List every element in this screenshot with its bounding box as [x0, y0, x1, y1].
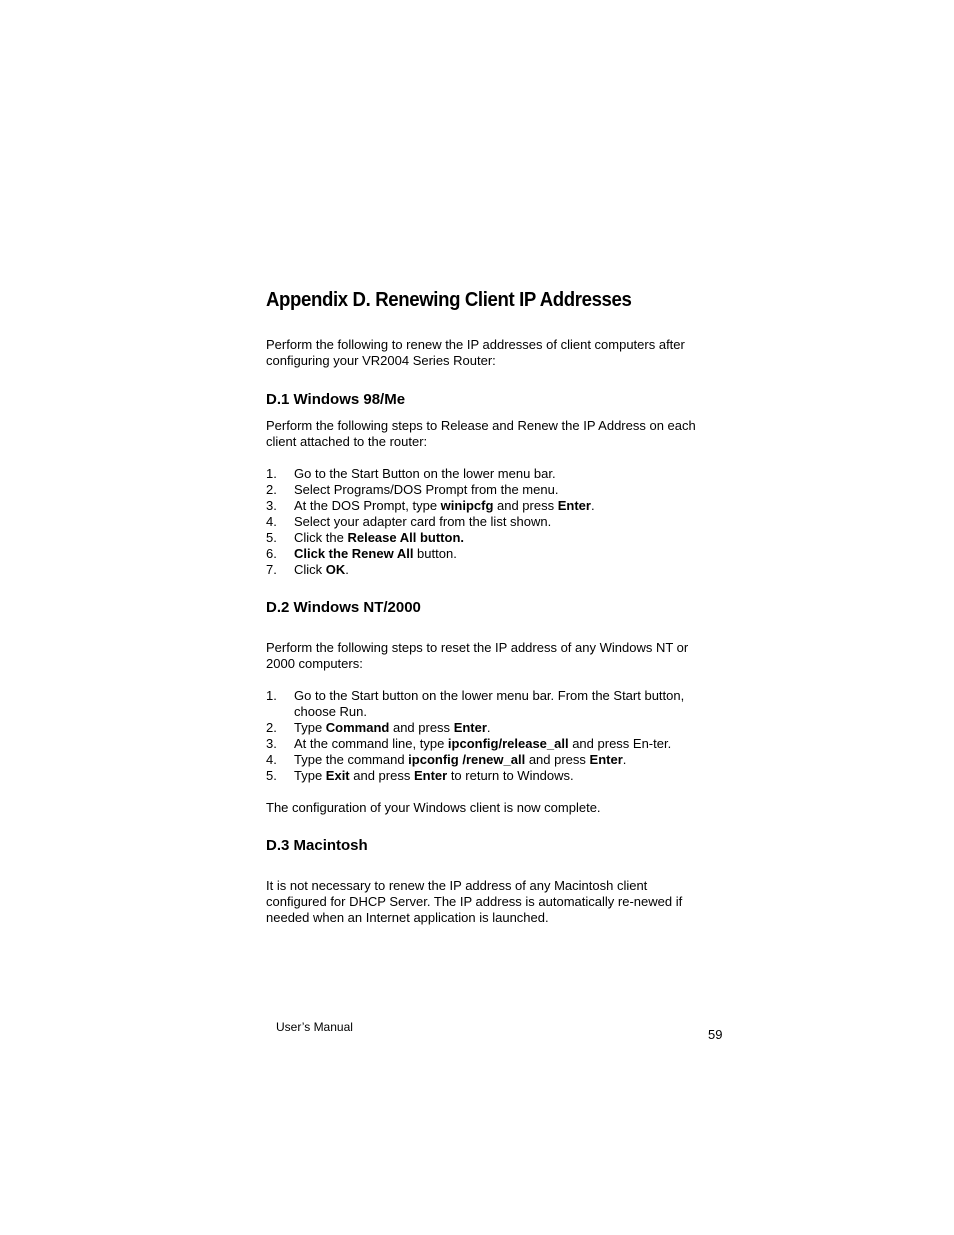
steps-list-windows-98-me [266, 466, 696, 578]
list-item: 1. Go to the Start Button on the lower menu bar. [266, 466, 556, 481]
section-outro-windows-nt-2000: The configuration of your Windows client is now complete. [266, 800, 601, 815]
page-content [266, 289, 696, 926]
list-item: 2. Type Command and press Enter. [266, 720, 491, 735]
section-heading-windows-98-me: D.1 Windows 98/Me [266, 391, 406, 408]
appendix-intro: Perform the following to renew the IP addresses of client computers after configuring your VR2004 Series Router: [266, 337, 685, 368]
list-item: 5. Type Exit and press Enter to return to Windows. [266, 768, 574, 783]
list-item: 7. Click OK. [266, 562, 349, 577]
footer-manual-label: User’s Manual [276, 1020, 353, 1034]
list-item: 1. Go to the Start button on the lower menu bar. From the Start button, choose Run. [266, 688, 685, 719]
list-item: 3. At the command line, type ipconfig/release_all and press En-ter. [266, 736, 672, 751]
list-item: 4. Select your adapter card from the list shown. [266, 514, 552, 529]
list-item: 2. Select Programs/DOS Prompt from the menu. [266, 482, 559, 497]
steps-list-windows-nt-2000 [266, 688, 696, 784]
section-heading-windows-nt-2000: D.2 Windows NT/2000 [266, 599, 421, 616]
list-item: 3. At the DOS Prompt, type winipcfg and press Enter. [266, 498, 595, 513]
list-item: 6. Click the Renew All button. [266, 546, 457, 561]
appendix-title: Appendix D. Renewing Client IP Addresses [266, 289, 632, 311]
section-intro-windows-nt-2000: Perform the following steps to reset the IP address of any Windows NT or 2000 computers: [266, 640, 689, 671]
section-intro-macintosh: It is not necessary to renew the IP address of any Macintosh client configured for DHCP Server. The IP address is automatically re-newed if needed when an Internet application is launched. [266, 878, 683, 925]
list-item: 4. Type the command ipconfig /renew_all and press Enter. [266, 752, 627, 767]
page-number: 59 [708, 1027, 723, 1042]
list-item: 5. Click the Release All button. [266, 530, 465, 545]
section-heading-macintosh: D.3 Macintosh [266, 837, 368, 854]
section-intro-windows-98-me: Perform the following steps to Release and Renew the IP Address on each client attached to the router: [266, 418, 696, 449]
